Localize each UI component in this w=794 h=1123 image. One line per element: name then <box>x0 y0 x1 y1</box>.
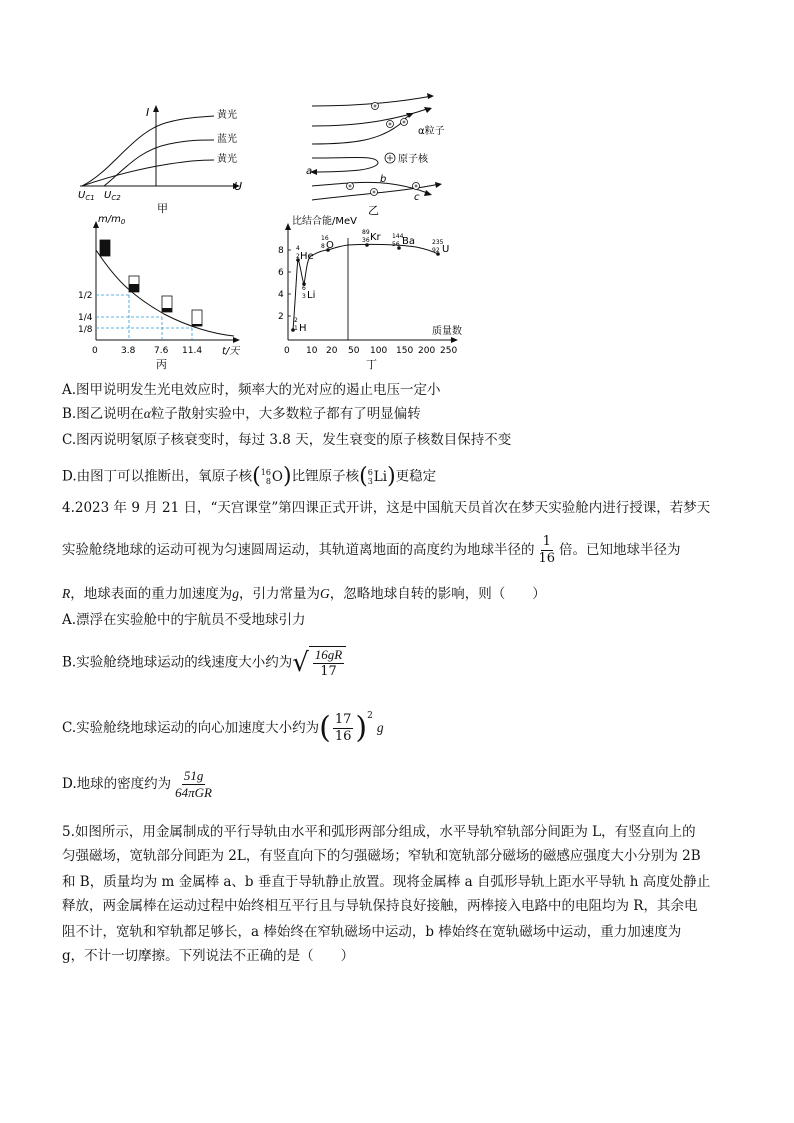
ding-xtick-10: 10 <box>306 346 318 356</box>
q4-option-b: B.实验舱绕地球运动的线速度大小约为 √ $\frac{16gR}{17}$ <box>62 646 346 680</box>
figure-yi <box>300 88 470 218</box>
jia-curve-label-3: 黄光 <box>217 154 237 165</box>
ding-xtick-200: 200 <box>418 346 436 356</box>
svg-text:1: 1 <box>294 325 298 332</box>
svg-text:8: 8 <box>321 243 325 250</box>
svg-text:Kr: Kr <box>370 232 381 243</box>
ding-nuclide-he <box>296 245 314 262</box>
ding-xtick-0: 0 <box>284 346 290 356</box>
q4-option-c: C.实验舱绕地球运动的向心加速度大小约为( $\frac{17}{16}$ )$^2$g <box>62 710 384 746</box>
svg-text:U: U <box>442 244 450 255</box>
ding-nuclide-h <box>294 317 307 334</box>
jia-curve-label-2: 蓝光 <box>217 134 237 145</box>
jia-y-axis-label: I <box>146 106 150 119</box>
q4-stem-line3: R，地球表面的重力加速度为g，引力常量为G，忽略地球自转的影响，则（ ） <box>62 586 546 602</box>
q4-option-d: D.地球的密度约为 $\frac{51g}{\text{64πGR}}$ <box>62 768 212 800</box>
figure-jia <box>74 100 254 215</box>
bing-ytick-quarter: 1/4 <box>78 313 93 323</box>
ding-nuclide-ba <box>392 233 415 248</box>
bing-xtick-0: 0 <box>92 346 98 356</box>
yi-figure-label: 乙 <box>368 204 379 217</box>
ding-nuclide-li <box>302 285 315 301</box>
q5-stem-line2: 匀强磁场，宽轨部分间距为 2L，有竖直向下的匀强磁场；窄轨和宽轨部分磁场的磁感应强度大小分别为 2B <box>62 848 701 864</box>
ding-x-axis-label: 质量数 <box>432 326 462 337</box>
jia-figure-label: 甲 <box>157 202 168 215</box>
svg-text:H: H <box>299 323 307 334</box>
yi-alpha-label: α粒子 <box>418 126 445 137</box>
ding-xtick-100: 100 <box>370 346 388 356</box>
bing-xtick-7-6: 7.6 <box>154 346 169 356</box>
q5-stem-line3: 和 B，质量均为 m 金属棒 a、b 垂直于导轨静止放置。现将金属棒 a 自弧形导轨上距水平导轨 h 高度处静止 <box>62 874 711 890</box>
bing-xtick-3-8: 3.8 <box>121 346 136 356</box>
ding-xtick-50: 50 <box>348 346 360 356</box>
ding-ytick-8: 8 <box>278 246 284 256</box>
ding-nuclide-u <box>432 239 449 255</box>
svg-text:2: 2 <box>294 317 298 324</box>
bing-x-axis-label: t/天 <box>222 346 240 357</box>
q5-stem-line4: 释放，两金属棒在运动过程中始终相互平行且与导轨保持良好接触，两棒接入电路中的电阻均为 R，其余电 <box>62 898 698 914</box>
q3-option-d: D.由图丁可以推断出，氧原子核( 16 8 O )比锂原子核( 6 3 Li )更稳定 <box>62 464 437 489</box>
jia-curve-label-1: 黄光 <box>217 110 237 121</box>
yi-nucleus-label: 原子核 <box>398 154 428 165</box>
q4-option-a: A.漂浮在实验舱中的宇航员不受地球引力 <box>62 612 306 628</box>
svg-text:235: 235 <box>432 239 444 246</box>
svg-text:Ba: Ba <box>402 236 415 247</box>
svg-text:Li: Li <box>307 290 316 301</box>
ding-figure-label: 丁 <box>366 358 377 371</box>
q5-stem-line5: 阻不计，宽轨和窄轨都足够长，a 棒始终在窄轨磁场中运动，b 棒始终在宽轨磁场中运动，重力加速度为 <box>62 924 682 940</box>
ding-y-axis-label: 比结合能/MeV <box>292 216 357 227</box>
svg-text:16: 16 <box>321 235 329 242</box>
bing-ytick-eighth: 1/8 <box>78 325 93 335</box>
yi-point-a: a <box>306 166 313 177</box>
q3-option-a: A.图甲说明发生光电效应时，频率大的光对应的遏止电压一定小 <box>62 382 441 398</box>
svg-text:56: 56 <box>392 241 400 248</box>
q3-option-c: C.图丙说明氡原子核衰变时，每过 3.8 天，发生衰变的原子核数目保持不变 <box>62 432 512 448</box>
figure-ding <box>266 212 466 372</box>
svg-text:3: 3 <box>302 293 306 300</box>
bing-y-axis-label: $m/m_0$ <box>98 214 126 226</box>
ding-xtick-150: 150 <box>396 346 414 356</box>
svg-text:6: 6 <box>302 285 306 292</box>
svg-text:92: 92 <box>432 247 440 254</box>
svg-text:4: 4 <box>296 245 300 252</box>
ding-xtick-20: 20 <box>326 346 338 356</box>
svg-text:36: 36 <box>362 237 370 244</box>
ding-xtick-250: 250 <box>440 346 458 356</box>
q5-stem-line6: g，不计一切摩擦。下列说法不正确的是（ ） <box>62 948 355 964</box>
yi-point-c: c <box>414 192 420 203</box>
svg-text:144: 144 <box>392 233 404 240</box>
ding-nuclide-kr <box>362 229 382 244</box>
jia-tick-uc2: $U_{C2}$ <box>104 190 121 202</box>
ding-ytick-2: 2 <box>278 312 284 322</box>
jia-tick-uc1: $U_{C1}$ <box>78 190 95 202</box>
yi-point-b: b <box>380 174 387 185</box>
ding-ytick-4: 4 <box>278 290 284 300</box>
ding-nuclide-o <box>321 235 334 251</box>
jia-x-axis-label: U <box>234 180 243 193</box>
q3-option-b: B.图乙说明在α粒子散射实验中，大多数粒子都有了明显偏转 <box>62 406 421 422</box>
q4-stem-line1: 4.2023 年 9 月 21 日，“天宫课堂”第四课正式开讲，这是中国航天员首次在梦天实验舱内进行授课，若梦天 <box>62 500 711 516</box>
svg-text:89: 89 <box>362 229 370 236</box>
bing-xtick-11-4: 11.4 <box>182 346 203 356</box>
svg-text:O: O <box>326 240 334 251</box>
ding-ytick-6: 6 <box>278 268 284 278</box>
svg-text:2: 2 <box>296 253 300 260</box>
svg-text:He: He <box>300 251 314 262</box>
bing-ytick-half: 1/2 <box>78 291 93 301</box>
q4-stem-line2: 实验舱绕地球的运动可视为匀速圆周运动，其轨道离地面的高度约为地球半径的 $\frac{1}{16}$ 倍。已知地球半径为 <box>62 534 681 566</box>
figure-bing <box>74 212 254 372</box>
q5-stem-line1: 5.如图所示，用金属制成的平行导轨由水平和弧形两部分组成，水平导轨窄轨部分间距为 L，有竖直向上的 <box>62 824 696 840</box>
bing-figure-label: 丙 <box>156 358 167 371</box>
